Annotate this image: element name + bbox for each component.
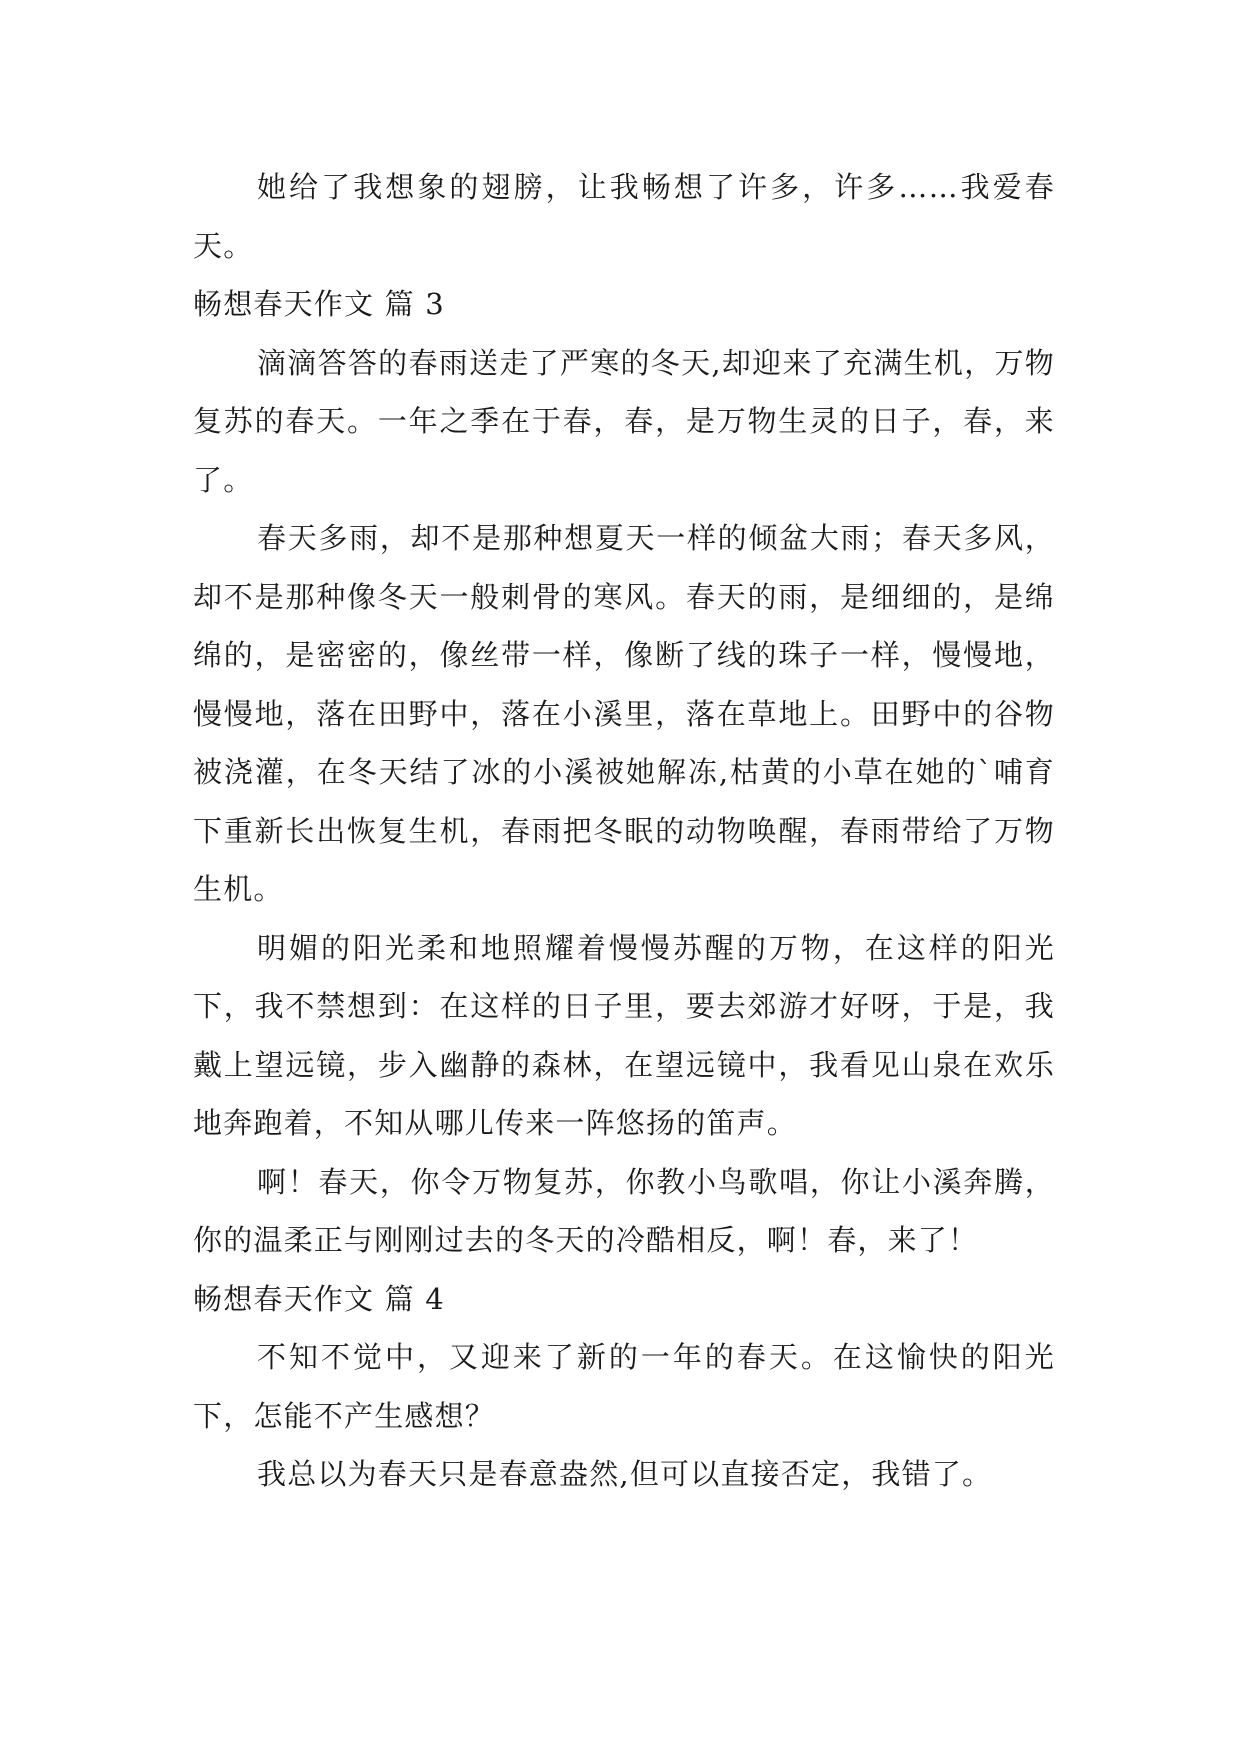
- paragraph: 不知不觉中，又迎来了新的一年的春天。在这愉快的阳光下，怎能不产生感想？: [193, 1340, 1055, 1433]
- section-heading: 畅想春天作文 篇 4: [193, 1281, 445, 1316]
- paragraph: 啊！春天，你令万物复苏，你教小鸟歌唱，你让小溪奔腾，你的温柔正与刚刚过去的冬天的冷酷相反，啊！春，来了！: [193, 1164, 1055, 1257]
- paragraph: 她给了我想象的翅膀，让我畅想了许多，许多……我爱春天。: [193, 170, 1055, 263]
- paragraph: 春天多雨，却不是那种想夏天一样的倾盆大雨；春天多风，却不是那种像冬天一般刺骨的寒风。春天的雨，是细细的，是绵绵的，是密密的，像丝带一样，像断了线的珠子一样，慢慢地，慢慢地，落在田野中，落在小溪里，落在草地上。田野中的谷物被浇灌，在冬天结了冰的小溪被她解冻,枯黄的小草在她的`哺育下重新长出恢复生机，春雨把冬眠的动物唤醒，春雨带给了万物生机。: [193, 521, 1055, 906]
- paragraph: 滴滴答答的春雨送走了严寒的冬天,却迎来了充满生机，万物复苏的春天。一年之季在于春，春，是万物生灵的日子，春，来了。: [193, 345, 1055, 497]
- document-body: [193, 158, 1055, 1504]
- paragraph: 明媚的阳光柔和地照耀着慢慢苏醒的万物，在这样的阳光下，我不禁想到：在这样的日子里，要去郊游才好呀，于是，我戴上望远镜，步入幽静的森林，在望远镜中，我看见山泉在欢乐地奔跑着，不知从哪儿传来一阵悠扬的笛声。: [193, 930, 1055, 1140]
- section-heading: 畅想春天作文 篇 3: [193, 287, 445, 321]
- paragraph: 我总以为春天只是春意盎然,但可以直接否定，我错了。: [257, 1457, 993, 1491]
